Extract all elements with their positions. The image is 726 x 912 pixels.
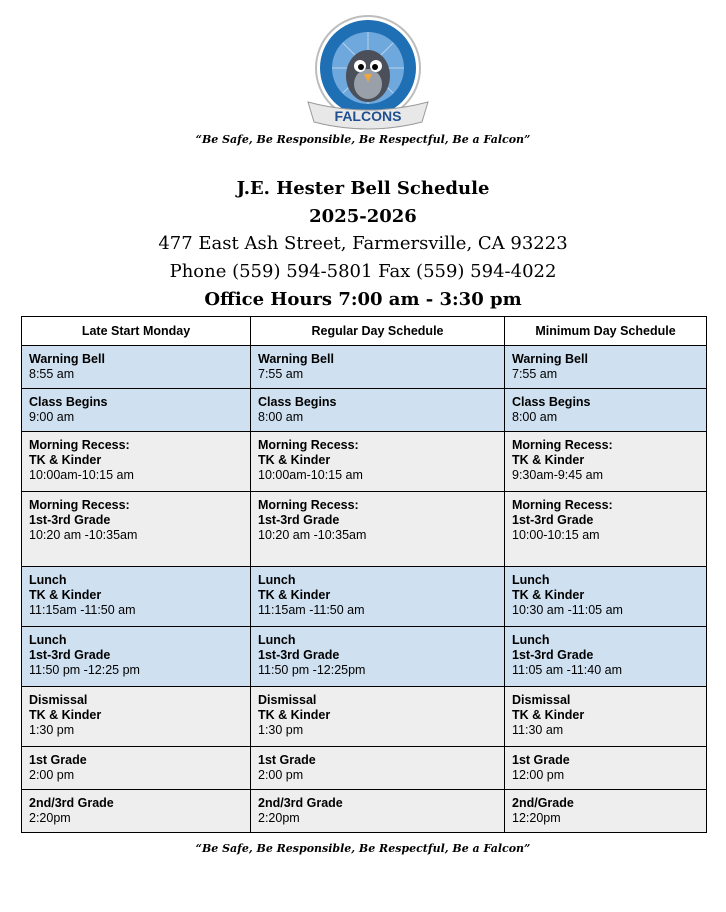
cell-label: Warning Bell [512, 352, 588, 366]
falcons-logo [302, 14, 434, 136]
table-row [22, 432, 707, 492]
cell-time: 9:00 am [29, 410, 75, 424]
schedule-cell [22, 627, 251, 687]
cell-label: TK & Kinder [258, 453, 331, 467]
cell-label: Morning Recess: [258, 438, 359, 452]
cell-time: 11:15am -11:50 am [258, 603, 365, 617]
table-row [22, 346, 707, 389]
cell-label: Lunch [29, 573, 67, 587]
table-row [22, 627, 707, 687]
cell-time: 11:05 am -11:40 am [512, 663, 623, 677]
schedule-cell [251, 492, 505, 567]
cell-label: Dismissal [29, 693, 88, 707]
cell-label: Morning Recess: [512, 498, 613, 512]
cell-label: TK & Kinder [258, 708, 331, 722]
cell-label: Morning Recess: [512, 438, 613, 452]
cell-label: Morning Recess: [29, 438, 130, 452]
cell-time: 12:00 pm [512, 768, 565, 782]
cell-time: 7:55 am [258, 367, 304, 381]
table-row [22, 747, 707, 790]
cell-label: 1st-3rd Grade [258, 513, 340, 527]
cell-label: Class Begins [29, 395, 108, 409]
schedule-cell [505, 346, 707, 389]
cell-time: 10:00am-10:15 am [29, 468, 134, 482]
cell-label: TK & Kinder [258, 588, 331, 602]
schedule-cell [22, 389, 251, 432]
cell-time: 11:50 pm -12:25 pm [29, 663, 140, 677]
schedule-cell [251, 567, 505, 627]
cell-label: TK & Kinder [512, 708, 585, 722]
schedule-cell [22, 790, 251, 833]
cell-label: 2nd/3rd Grade [29, 796, 114, 810]
cell-time: 11:30 am [512, 723, 564, 737]
cell-label: Lunch [512, 633, 550, 647]
cell-label: TK & Kinder [512, 588, 585, 602]
table-header-row [22, 317, 707, 346]
cell-label: 1st-3rd Grade [29, 648, 111, 662]
cell-label: Warning Bell [29, 352, 105, 366]
schedule-cell [505, 687, 707, 747]
cell-label: TK & Kinder [512, 453, 585, 467]
cell-label: 1st Grade [258, 753, 316, 767]
cell-label: 1st-3rd Grade [258, 648, 340, 662]
cell-time: 7:55 am [512, 367, 558, 381]
schedule-cell [22, 567, 251, 627]
cell-time: 8:55 am [29, 367, 75, 381]
cell-label: 1st-3rd Grade [29, 513, 111, 527]
schedule-cell [505, 567, 707, 627]
column-header: Late Start Monday [22, 317, 251, 346]
schedule-cell [22, 687, 251, 747]
cell-label: Class Begins [512, 395, 591, 409]
schedule-cell [505, 432, 707, 492]
cell-label: Morning Recess: [29, 498, 130, 512]
table-row [22, 790, 707, 833]
table-row [22, 389, 707, 432]
cell-label: Lunch [258, 633, 296, 647]
cell-label: 1st-3rd Grade [512, 513, 594, 527]
school-phone: Phone (559) 594-5801 Fax (559) 594-4022 [169, 261, 557, 282]
cell-time: 10:20 am -10:35am [258, 528, 367, 542]
table-row [22, 567, 707, 627]
cell-time: 8:00 am [512, 410, 558, 424]
schedule-cell [251, 747, 505, 790]
cell-time: 12:20pm [512, 811, 561, 825]
schedule-cell [251, 346, 505, 389]
cell-time: 2:00 pm [258, 768, 304, 782]
cell-time: 2:00 pm [29, 768, 75, 782]
cell-label: 1st Grade [29, 753, 87, 767]
schedule-cell [22, 346, 251, 389]
cell-label: Morning Recess: [258, 498, 359, 512]
cell-time: 2:20pm [29, 811, 71, 825]
cell-label: Lunch [258, 573, 296, 587]
schedule-cell [505, 627, 707, 687]
schedule-cell [251, 389, 505, 432]
cell-label: TK & Kinder [29, 588, 102, 602]
cell-label: Lunch [29, 633, 67, 647]
cell-time: 1:30 pm [258, 723, 304, 737]
school-address: 477 East Ash Street, Farmersville, CA 93223 [158, 233, 568, 254]
cell-time: 8:00 am [258, 410, 304, 424]
cell-time: 10:20 am -10:35am [29, 528, 138, 542]
cell-label: 1st Grade [512, 753, 570, 767]
cell-time: 10:00am-10:15 am [258, 468, 363, 482]
schedule-cell [251, 432, 505, 492]
cell-label: TK & Kinder [29, 708, 102, 722]
cell-label: Warning Bell [258, 352, 334, 366]
cell-label: 2nd/Grade [512, 796, 574, 810]
cell-time: 1:30 pm [29, 723, 75, 737]
motto-top: “Be Safe, Be Responsible, Be Respectful, Be a Falcon” [195, 133, 531, 146]
cell-label: Dismissal [258, 693, 317, 707]
schedule-cell [251, 687, 505, 747]
svg-text:FALCONS: FALCONS [334, 108, 402, 124]
cell-time: 10:30 am -11:05 am [512, 603, 623, 617]
motto-bottom: “Be Safe, Be Responsible, Be Respectful, Be a Falcon” [195, 842, 531, 855]
cell-label: Class Begins [258, 395, 337, 409]
schedule-cell [22, 492, 251, 567]
schedule-cell [505, 389, 707, 432]
schedule-cell [505, 747, 707, 790]
table-row [22, 492, 707, 567]
cell-time: 10:00-10:15 am [512, 528, 600, 542]
column-header: Regular Day Schedule [251, 317, 505, 346]
cell-label: 1st-3rd Grade [512, 648, 594, 662]
cell-label: Lunch [512, 573, 550, 587]
cell-time: 11:50 pm -12:25pm [258, 663, 366, 677]
bell-schedule-table [21, 316, 707, 833]
schedule-cell [251, 627, 505, 687]
schedule-cell [505, 790, 707, 833]
office-hours: Office Hours 7:00 am - 3:30 pm [204, 289, 522, 310]
schedule-cell [22, 432, 251, 492]
cell-time: 2:20pm [258, 811, 300, 825]
cell-label: Dismissal [512, 693, 571, 707]
cell-time: 9:30am-9:45 am [512, 468, 604, 482]
cell-label: TK & Kinder [29, 453, 102, 467]
column-header: Minimum Day Schedule [505, 317, 707, 346]
cell-label: 2nd/3rd Grade [258, 796, 343, 810]
schedule-cell [22, 747, 251, 790]
table-row [22, 687, 707, 747]
page-title: J.E. Hester Bell Schedule [236, 178, 490, 199]
cell-time: 11:15am -11:50 am [29, 603, 136, 617]
school-year: 2025-2026 [309, 206, 417, 227]
schedule-cell [505, 492, 707, 567]
schedule-cell [251, 790, 505, 833]
